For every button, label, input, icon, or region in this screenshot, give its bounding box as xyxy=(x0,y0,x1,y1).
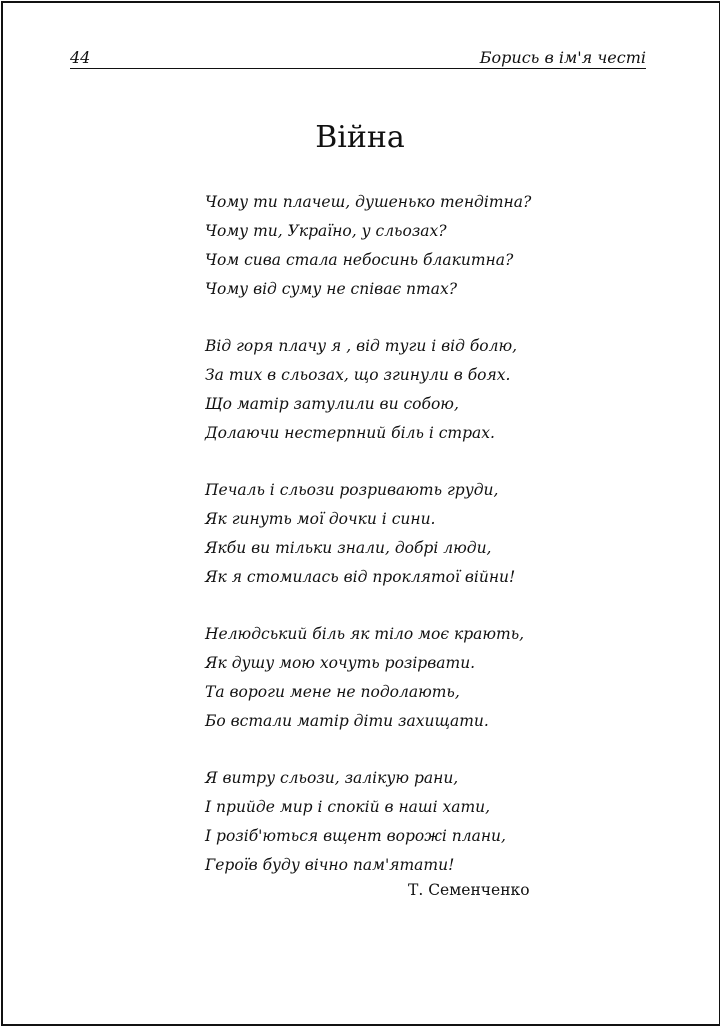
running-header xyxy=(70,48,646,69)
poem-line: За тих в сльозах, що згинули в боях. xyxy=(205,366,511,384)
poem-line: І прийде мир і спокій в наші хати, xyxy=(205,798,491,816)
book-title: Борись в ім'я честі xyxy=(479,48,646,67)
poem-line: Чому від суму не співає птах? xyxy=(205,280,458,298)
poem-line: Та вороги мене не подолають, xyxy=(205,683,460,701)
poem-author: Т. Семенченко xyxy=(408,881,530,899)
poem-line: Як гинуть мої дочки і сини. xyxy=(205,510,436,528)
poem-body xyxy=(205,188,565,880)
poem-line: І розіб'ються вщент ворожі плани, xyxy=(205,827,506,845)
poem-line: Чому ти плачеш, душенько тендітна? xyxy=(205,193,532,211)
stanza-3 xyxy=(205,476,565,592)
poem-line: Печаль і сльози розривають груди, xyxy=(205,481,499,499)
poem-line: Якби ви тільки знали, добрі люди, xyxy=(205,539,492,557)
poem-line: Від горя плачу я , від туги і від болю, xyxy=(205,337,518,355)
poem-line: Я витру сльози, залікую рани, xyxy=(205,769,459,787)
stanza-1 xyxy=(205,188,565,304)
stanza-4 xyxy=(205,620,565,736)
poem-line: Чом сива стала небосинь блакитна? xyxy=(205,251,514,269)
poem-line: Як душу мою хочуть розірвати. xyxy=(205,654,476,672)
poem-line: Що матір затулили ви собою, xyxy=(205,395,459,413)
page-number: 44 xyxy=(70,48,91,67)
poem-line: Як я стомилась від проклятої війни! xyxy=(205,568,516,586)
poem-line: Чому ти, Україно, у сльозах? xyxy=(205,222,447,240)
poem-line: Бо встали матір діти захищати. xyxy=(205,712,489,730)
stanza-5 xyxy=(205,764,565,880)
poem-line: Героїв буду вічно пам'ятати! xyxy=(205,856,455,874)
stanza-2 xyxy=(205,332,565,448)
poem-title: Війна xyxy=(315,120,405,155)
poem-line: Долаючи нестерпний біль і страх. xyxy=(205,424,495,442)
poem-line: Нелюдський біль як тіло моє крають, xyxy=(205,625,525,643)
